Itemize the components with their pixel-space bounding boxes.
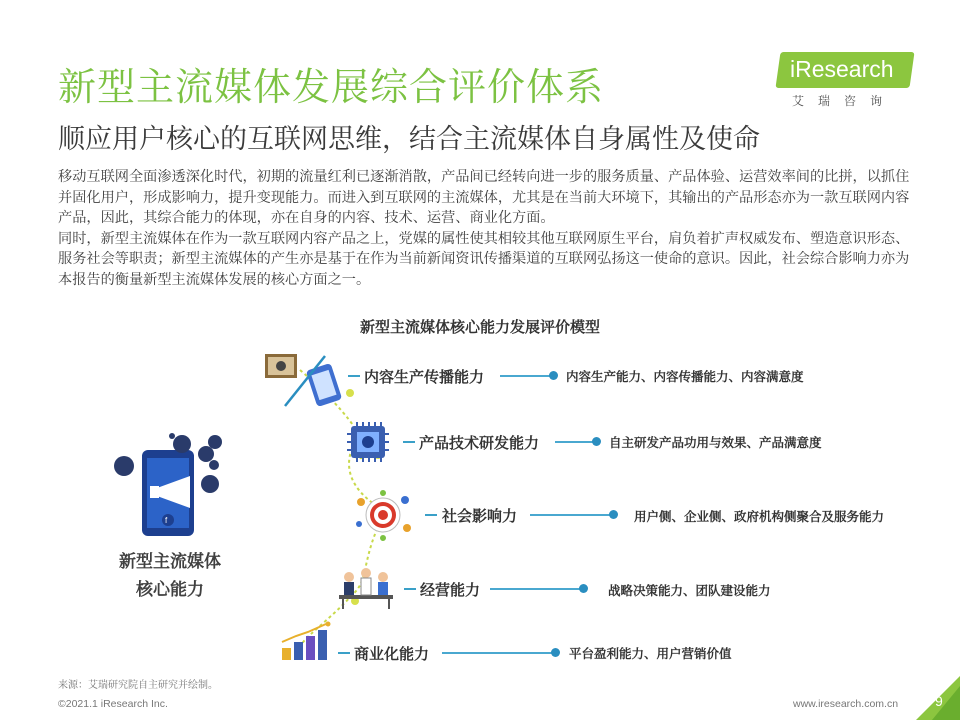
capability-label-operations: 经营能力: [420, 581, 481, 599]
connector-dash-3: [425, 514, 437, 516]
connector-line-3: [530, 514, 612, 516]
business-meeting-icon: [335, 565, 397, 609]
capability-label-tech: 产品技术研发能力: [419, 434, 540, 452]
chip-icon: [345, 420, 393, 464]
page-subtitle: 顺应用户核心的互联网思维，结合主流媒体自身属性及使命: [58, 124, 760, 155]
connector-line-2: [555, 441, 595, 443]
content-production-icon: [265, 352, 345, 408]
connector-dot-3: [609, 510, 618, 519]
connector-dot-2: [592, 437, 601, 446]
capability-label-content: 内容生产传播能力: [364, 368, 485, 386]
source-note: 来源：艾瑞研究院自主研究并绘制。: [58, 680, 218, 691]
revenue-growth-icon: [278, 622, 338, 662]
connector-dash-5: [338, 652, 350, 654]
capability-desc-tech: 自主研发产品功用与效果、产品满意度: [609, 435, 822, 450]
target-icon: [355, 490, 411, 540]
connector-line-5: [442, 652, 554, 654]
capability-desc-social: 用户侧、企业侧、政府机构侧聚合及服务能力: [634, 509, 885, 524]
body-paragraph-1: 移动互联网全面渗透深化时代，初期的流量红利已逐渐消散，产品间已经转向进一步的服务质量、产品体验、运营效率间的比拼，以抓住并固化用户，形成影响力，提升变现能力。而进入到互联网的主流媒体，尤其是在当前大环境下，其输出的产品形态亦为一款互联网内容产品，因此，其综合能力的体现，亦在自身的内容、技术、运营、商业化方面。: [58, 169, 910, 226]
connector-line-4: [490, 588, 582, 590]
connector-dash-4: [404, 588, 416, 590]
capability-label-commercial: 商业化能力: [354, 645, 430, 663]
connector-dot-1: [549, 371, 558, 380]
capability-desc-content: 内容生产能力、内容传播能力、内容满意度: [566, 369, 804, 384]
model-title: 新型主流媒体核心能力发展评价模型: [359, 318, 600, 336]
connector-dash-2: [403, 441, 415, 443]
megaphone-tablet-icon: [112, 432, 232, 542]
page-title: 新型主流媒体发展综合评价体系: [58, 65, 605, 109]
page-number: 9: [935, 693, 943, 709]
copyright: ©2021.1 iResearch Inc.: [58, 698, 168, 710]
capability-desc-operations: 战略决策能力、团队建设能力: [608, 583, 771, 598]
logo-brand: iResearch: [790, 56, 894, 82]
capability-desc-commercial: 平台盈利能力、用户营销价值: [569, 646, 732, 661]
logo-subtitle: 艾瑞咨询: [792, 94, 897, 108]
hub-label: [105, 548, 235, 604]
hub-label-line2: 核心能力: [136, 580, 204, 600]
connector-dot-5: [551, 648, 560, 657]
connector-dot-4: [579, 584, 588, 593]
connector-dash-1: [348, 375, 360, 377]
capability-label-social: 社会影响力: [442, 507, 518, 525]
svg-text:f: f: [165, 516, 168, 525]
website-link[interactable]: www.iresearch.com.cn: [793, 698, 899, 710]
hub-label-line1: 新型主流媒体: [119, 552, 221, 572]
body-paragraph-2: 同时，新型主流媒体在作为一款互联网内容产品之上，党媒的属性使其相较其他互联网原生平台，肩负着扩声权威发布、塑造意识形态、服务社会等职责；新型主流媒体的产生亦是基于在作为当前新闻资讯传播渠道的互联网弘扬这一使命的意识。因此，社会综合影响力亦为本报告的衡量新型主流媒体发展的核心方面之一。: [58, 230, 910, 288]
connector-line-1: [500, 375, 552, 377]
